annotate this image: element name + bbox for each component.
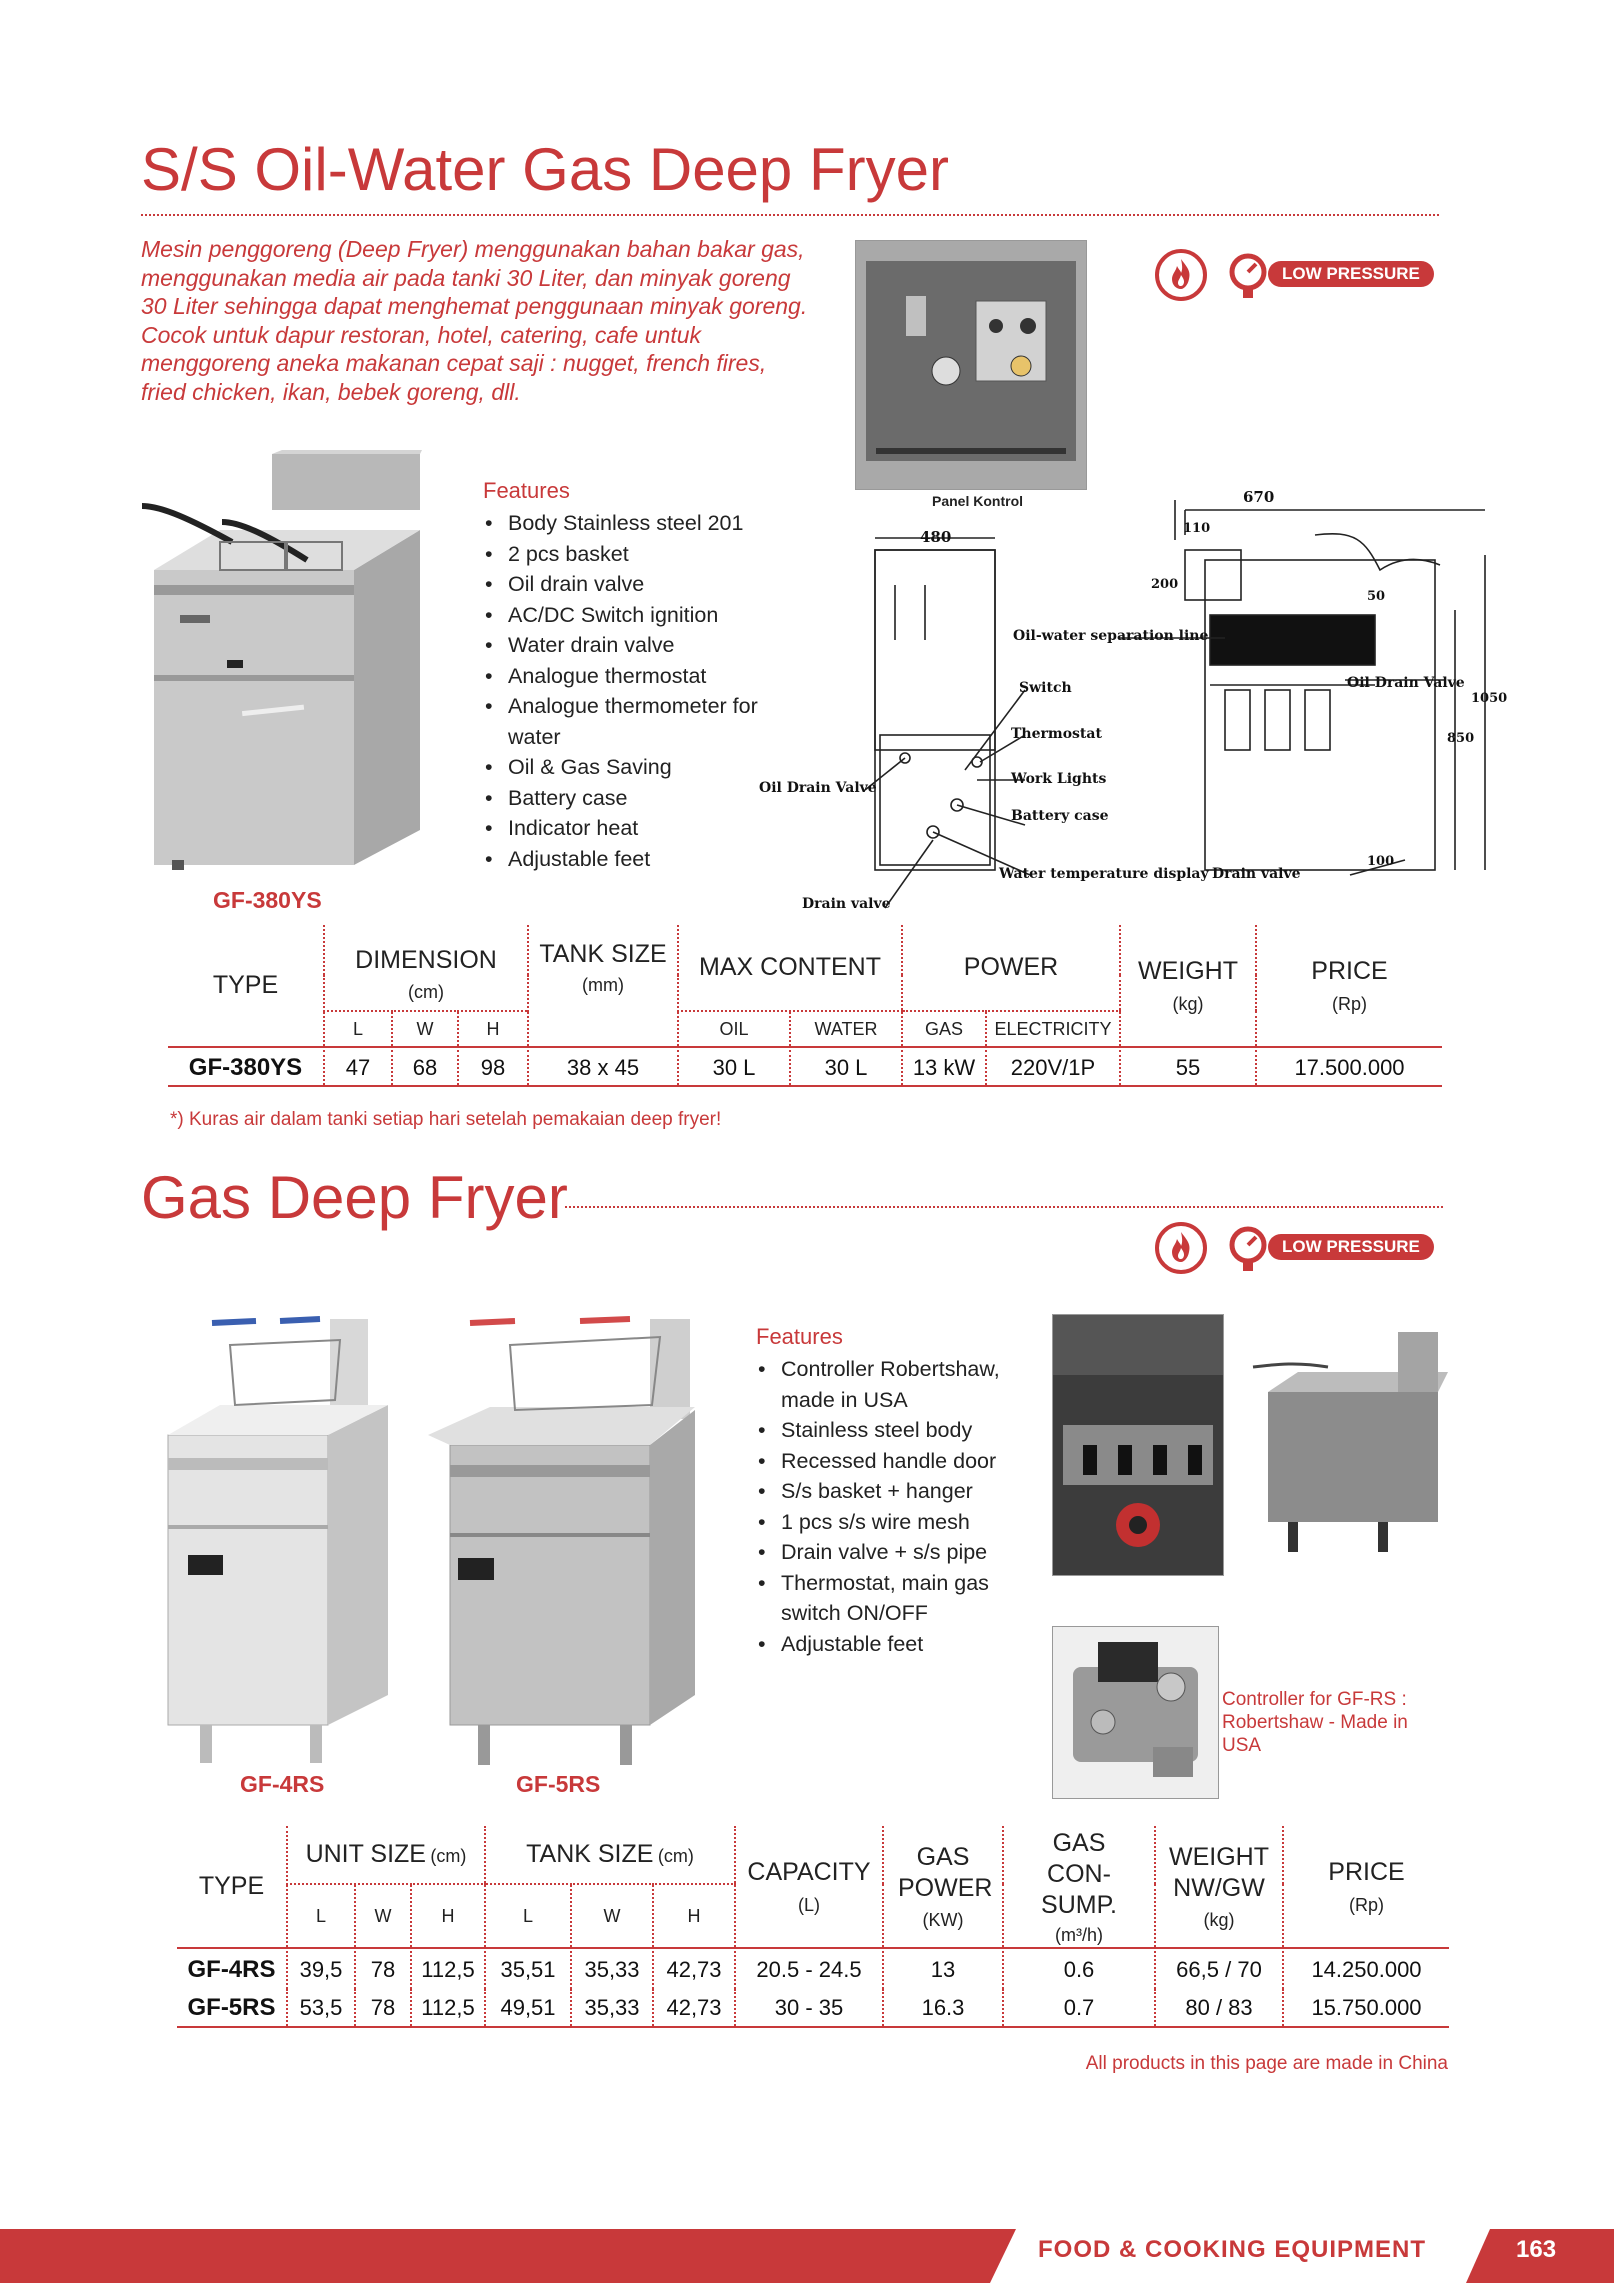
feature-item: • Oil & Gas Saving: [483, 752, 783, 783]
th-unit-w: W: [355, 1884, 411, 1948]
cell-gas-power: 16.3: [883, 1989, 1003, 2027]
cell-capacity: 20.5 - 24.5: [735, 1951, 883, 1989]
th-weight-label: WEIGHT NW/GW: [1169, 1843, 1269, 1902]
th-tank-size-label: TANK SIZE: [526, 1840, 654, 1868]
th-tank-size-unit: (cm): [657, 1846, 694, 1866]
th-unit-l: L: [287, 1884, 355, 1948]
section1-features: [483, 478, 783, 874]
th-water: WATER: [790, 1011, 902, 1047]
label-thermostat: Thermostat: [1011, 726, 1102, 742]
low-pressure-badge: LOW PRESSURE: [1268, 1234, 1434, 1260]
cell-price: 15.750.000: [1283, 1989, 1449, 2027]
cell-tank-l: 49,51: [485, 1989, 571, 2027]
cell-weight: 55: [1120, 1050, 1256, 1086]
gauge-icon: [1228, 1225, 1268, 1265]
th-max-content: MAX CONTENT: [678, 925, 902, 1011]
burner-photo: [1052, 1314, 1224, 1576]
th-gas: GAS: [902, 1011, 986, 1047]
th-gas-consumption-unit: (m³/h): [1055, 1924, 1103, 1945]
feature-item: • Thermostat, main gas switch ON/OFF: [756, 1568, 1036, 1629]
cell-unit-h: 112,5: [411, 1951, 485, 1989]
flame-icon: [1155, 249, 1207, 301]
th-price-label: PRICE: [1311, 956, 1388, 985]
section2-title: Gas Deep Fryer: [141, 1164, 568, 1231]
cell-weight: 80 / 83: [1155, 1989, 1283, 2027]
th-tank-h: H: [653, 1884, 735, 1948]
th-gas-consumption: [1003, 1826, 1155, 1948]
feature-item: • Analogue thermometer for water: [483, 691, 783, 752]
section2-title-rule: [565, 1206, 1443, 1208]
feature-item: • Drain valve + s/s pipe: [756, 1537, 1036, 1568]
feature-item: • Analogue thermostat: [483, 661, 783, 692]
dim-480: 480: [920, 528, 952, 546]
dim-670: 670: [1243, 488, 1275, 506]
label-drain-valve-side: Drain valve: [1212, 866, 1301, 882]
feature-item: • Water drain valve: [483, 630, 783, 661]
gf-4rs-label: GF-4RS: [240, 1771, 325, 1797]
footer-category: FOOD & COOKING EQUIPMENT: [1038, 2236, 1427, 2263]
cell-unit-l: 39,5: [287, 1951, 355, 1989]
cell-water: 30 L: [790, 1050, 902, 1086]
controller-caption: Controller for GF-RS : Robertshaw - Made in USA: [1222, 1689, 1408, 1756]
th-weight: [1120, 925, 1256, 1047]
panel-kontrol-photo: [855, 240, 1087, 490]
cell-capacity: 30 - 35: [735, 1989, 883, 2027]
table-row: [177, 1951, 1449, 1989]
cell-price: 17.500.000: [1256, 1050, 1442, 1086]
feature-item: • 2 pcs basket: [483, 539, 783, 570]
th-price: [1256, 925, 1442, 1047]
th-dimension: DIMENSION: [324, 925, 528, 975]
cell-tank-w: 35,33: [571, 1989, 653, 2027]
feature-item: • S/s basket + hanger: [756, 1476, 1036, 1507]
feature-item: • Controller Robertshaw, made in USA: [756, 1354, 1036, 1415]
gauge-icon: [1228, 252, 1268, 292]
gf-380ys-spec-table: [168, 925, 1442, 1087]
th-tank: [528, 925, 678, 1011]
label-drain-valve-front: Drain valve: [802, 896, 891, 912]
th-gas-consumption-label: GAS CON- SUMP.: [1041, 1828, 1117, 1919]
cell-oil: 30 L: [678, 1050, 790, 1086]
th-power: POWER: [902, 925, 1120, 1011]
cell-l: 47: [324, 1050, 392, 1086]
feature-item: • 1 pcs s/s wire mesh: [756, 1507, 1036, 1538]
th-h: H: [458, 1011, 528, 1047]
th-weight-unit: (kg): [1203, 1910, 1235, 1930]
label-switch: Switch: [1019, 680, 1072, 696]
th-oil: OIL: [678, 1011, 790, 1047]
th-tank-unit: (mm): [582, 975, 624, 995]
cell-weight: 66,5 / 70: [1155, 1951, 1283, 1989]
cell-tank-l: 35,51: [485, 1951, 571, 1989]
th-weight-label: WEIGHT: [1138, 956, 1238, 985]
th-w: W: [392, 1011, 458, 1047]
feature-item: • Recessed handle door: [756, 1446, 1036, 1477]
dim-850: 850: [1447, 731, 1475, 746]
low-pressure-badge: LOW PRESSURE: [1268, 261, 1434, 287]
th-tank-label: TANK SIZE: [539, 940, 667, 968]
th-dimension-unit: (cm): [324, 975, 528, 1011]
section1-features-title: Features: [483, 478, 570, 503]
flame-icon: [1155, 1222, 1207, 1274]
fryer-side-photo: [1248, 1322, 1448, 1582]
label-work-lights: Work Lights: [1011, 771, 1107, 787]
feature-item: • Adjustable feet: [756, 1629, 1036, 1660]
dim-1050: 1050: [1471, 691, 1508, 706]
cell-unit-w: 78: [355, 1951, 411, 1989]
th-price-unit: (Rp): [1332, 993, 1367, 1014]
th-capacity: [735, 1826, 883, 1948]
cell-tank-h: 42,73: [653, 1989, 735, 2027]
cell-unit-h: 112,5: [411, 1989, 485, 2027]
technical-drawing: [755, 480, 1508, 920]
cell-price: 14.250.000: [1283, 1951, 1449, 1989]
cell-w: 68: [392, 1050, 458, 1086]
label-battery-case: Battery case: [1011, 808, 1109, 824]
dim-110: 110: [1183, 521, 1211, 536]
cell-tank-h: 42,73: [653, 1951, 735, 1989]
dim-200: 200: [1151, 577, 1179, 592]
feature-item: • Oil drain valve: [483, 569, 783, 600]
feature-item: • Indicator heat: [483, 813, 783, 844]
cell-h: 98: [458, 1050, 528, 1086]
th-l: L: [324, 1011, 392, 1047]
th-weight-unit: (kg): [1172, 993, 1204, 1014]
gf-5rs-product-image: [420, 1315, 730, 1765]
feature-item: • Stainless steel body: [756, 1415, 1036, 1446]
cell-type: GF-4RS: [187, 1956, 276, 1983]
panel-kontrol-caption: Panel Kontrol: [932, 493, 1024, 509]
th-price-unit: (Rp): [1349, 1894, 1384, 1915]
cell-tank: 38 x 45: [528, 1050, 678, 1086]
gf-380ys-label: GF-380YS: [213, 887, 322, 913]
table-row: [177, 1989, 1449, 2027]
cell-gas-consumption: 0.6: [1003, 1951, 1155, 1989]
th-unit-size: [287, 1826, 485, 1884]
th-tank-l: L: [485, 1884, 571, 1948]
th-type: TYPE: [212, 971, 279, 999]
gf-380ys-product-image: [132, 450, 432, 880]
th-type: TYPE: [198, 1872, 265, 1900]
feature-item: • AC/DC Switch ignition: [483, 600, 783, 631]
th-unit-size-unit: (cm): [430, 1846, 467, 1866]
th-price: [1283, 1826, 1449, 1948]
cell-unit-w: 78: [355, 1989, 411, 2027]
gf-4rs-product-image: [160, 1315, 400, 1765]
cell-type: GF-5RS: [177, 1989, 287, 2027]
feature-item: • Battery case: [483, 783, 783, 814]
section1-title: S/S Oil-Water Gas Deep Fryer: [141, 136, 949, 203]
section2-features-title: Features: [756, 1324, 843, 1349]
th-gas-power-label: GAS POWER: [898, 1843, 993, 1902]
th-unit-h: H: [411, 1884, 485, 1948]
th-capacity-label: CAPACITY: [747, 1857, 871, 1886]
cell-type: GF-380YS: [168, 1050, 324, 1086]
section2-features: [756, 1324, 1036, 1659]
th-unit-size-label: UNIT SIZE: [305, 1840, 426, 1868]
label-water-temp-display: Water temperature display: [999, 866, 1209, 882]
dim-50: 50: [1367, 589, 1386, 604]
table-row: [168, 1050, 1442, 1086]
cell-tank-w: 35,33: [571, 1951, 653, 1989]
label-oil-drain-valve-front: Oil Drain Valve: [759, 780, 877, 796]
th-gas-power: [883, 1826, 1003, 1948]
section1-note: *) Kuras air dalam tanki setiap hari setelah pemakaian deep fryer!: [170, 1109, 722, 1130]
th-gas-power-unit: (KW): [922, 1910, 964, 1930]
cell-electricity: 220V/1P: [986, 1050, 1120, 1086]
cell-gas: 13 kW: [902, 1050, 986, 1086]
th-electricity: ELECTRICITY: [986, 1011, 1120, 1047]
feature-item: • Body Stainless steel 201: [483, 508, 783, 539]
th-tank-size: [485, 1826, 735, 1884]
dim-100: 100: [1367, 854, 1395, 869]
section2-note: All products in this page are made in China: [1085, 2053, 1448, 2074]
th-weight: [1155, 1826, 1283, 1948]
page-number: 163: [1516, 2236, 1557, 2263]
feature-item: • Adjustable feet: [483, 844, 783, 875]
gf-5rs-label: GF-5RS: [516, 1771, 601, 1797]
cell-unit-l: 53,5: [287, 1989, 355, 2027]
th-price-label: PRICE: [1328, 1857, 1405, 1886]
gas-deep-fryer-spec-table: [177, 1826, 1449, 2028]
section1-title-rule: [141, 214, 1439, 216]
controller-photo: [1052, 1626, 1219, 1799]
th-capacity-unit: (L): [798, 1894, 820, 1915]
label-oil-drain-valve-side: Oil Drain Valve: [1347, 675, 1465, 691]
section1-intro: Mesin penggoreng (Deep Fryer) menggunakan bahan bakar gas, menggunakan media air pada tanki 30 Liter, dan minyak goreng 30 Liter sehingga dapat menghemat penggunaan minyak goreng. Cocok untuk dapur restoran, hotel, catering, cafe untuk menggoreng aneka makanan cepat saji : nugget, french fires, fried chicken, ikan, bebek goreng, dll.: [141, 236, 808, 405]
cell-gas-consumption: 0.7: [1003, 1989, 1155, 2027]
th-tank-w: W: [571, 1884, 653, 1948]
cell-gas-power: 13: [883, 1951, 1003, 1989]
label-oil-water-line: Oil-water separation line: [1013, 628, 1209, 644]
